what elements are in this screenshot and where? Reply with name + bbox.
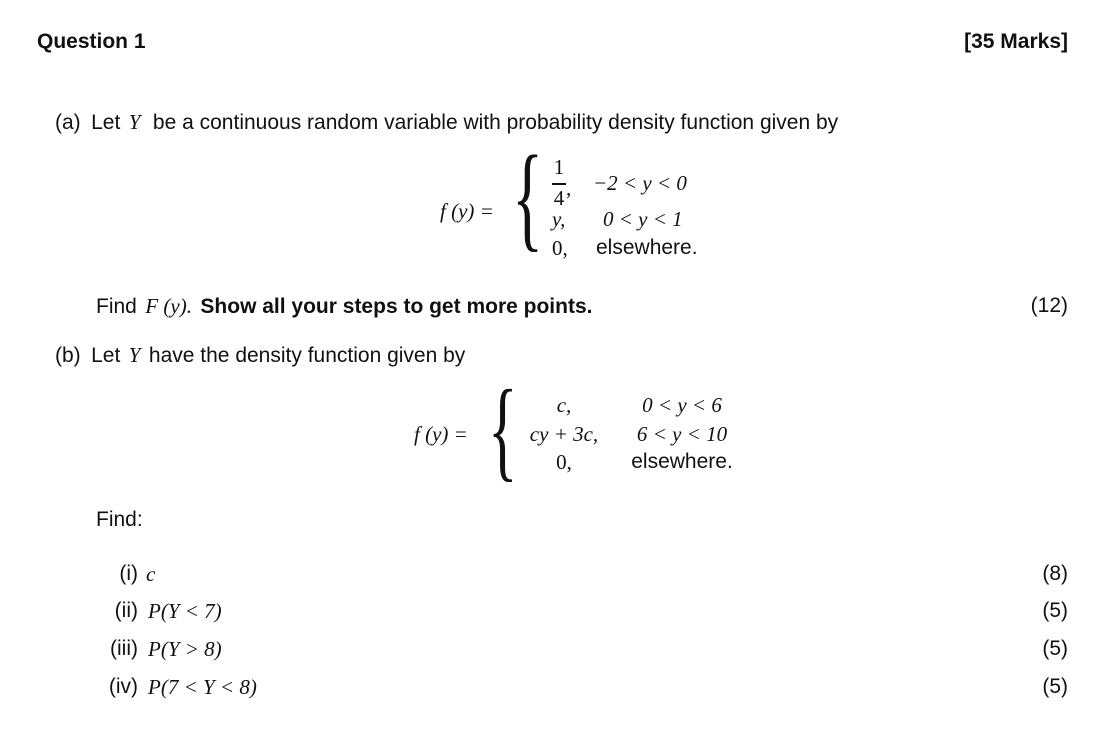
- fraction-comma: ,: [566, 176, 572, 200]
- part-a-marks: (12): [1030, 294, 1068, 317]
- case-value: c,: [556, 393, 572, 417]
- case-condition: elsewhere.: [596, 236, 698, 259]
- part-a-intro: [55, 110, 838, 135]
- case-condition: 0 < y < 1: [603, 207, 683, 231]
- left-brace: {: [512, 131, 544, 262]
- part-b-intro-var: Y: [128, 343, 141, 367]
- left-brace: {: [488, 368, 518, 492]
- part-a-find: [96, 294, 592, 319]
- case-value: y,: [552, 207, 566, 231]
- item-label: (iv): [108, 675, 138, 698]
- fraction-bar: [552, 183, 566, 185]
- case-value: 0,: [556, 450, 572, 474]
- item-label: (ii): [114, 599, 138, 622]
- question-title: Question 1: [37, 30, 146, 53]
- part-b-intro-before: Let: [91, 344, 121, 367]
- item-expression: c: [146, 562, 156, 586]
- case-condition: 6 < y < 10: [636, 422, 728, 446]
- item-expression: P(Y > 8): [148, 637, 222, 661]
- item-expression: P(7 < Y < 8): [148, 675, 257, 699]
- find-expression: F (y).: [145, 294, 192, 318]
- case-value: 0,: [552, 236, 568, 260]
- fraction-numerator: 1: [553, 155, 565, 179]
- part-a-label: (a): [55, 111, 81, 134]
- part-b-intro: [55, 343, 465, 368]
- part-a-intro-var: Y: [128, 110, 141, 134]
- part-b-intro-after: have the density function given by: [148, 344, 466, 367]
- find-text: Find: [96, 295, 137, 318]
- item-marks: (8): [1042, 562, 1068, 585]
- case-condition: elsewhere.: [631, 450, 733, 473]
- fraction-denominator: 4: [553, 186, 565, 210]
- case-value: cy + 3c,: [529, 422, 599, 446]
- case-condition: 0 < y < 6: [642, 393, 722, 417]
- item-label: (iii): [110, 637, 138, 660]
- case-condition: −2 < y < 0: [593, 171, 687, 195]
- part-b-label: (b): [55, 344, 81, 367]
- item-label: (i): [119, 562, 138, 585]
- item-marks: (5): [1042, 599, 1068, 622]
- part-b-find-label: Find:: [96, 508, 143, 531]
- part-a-intro-after: be a continuous random variable with probability density function given by: [152, 111, 839, 134]
- find-instruction: Show all your steps to get more points.: [200, 295, 593, 318]
- total-marks: [35 Marks]: [964, 30, 1068, 53]
- item-marks: (5): [1042, 637, 1068, 660]
- part-b-lhs: f (y) =: [414, 422, 468, 446]
- item-marks: (5): [1042, 675, 1068, 698]
- part-a-lhs: f (y) =: [440, 199, 494, 223]
- item-expression: P(Y < 7): [148, 599, 222, 623]
- part-a-intro-before: Let: [91, 111, 121, 134]
